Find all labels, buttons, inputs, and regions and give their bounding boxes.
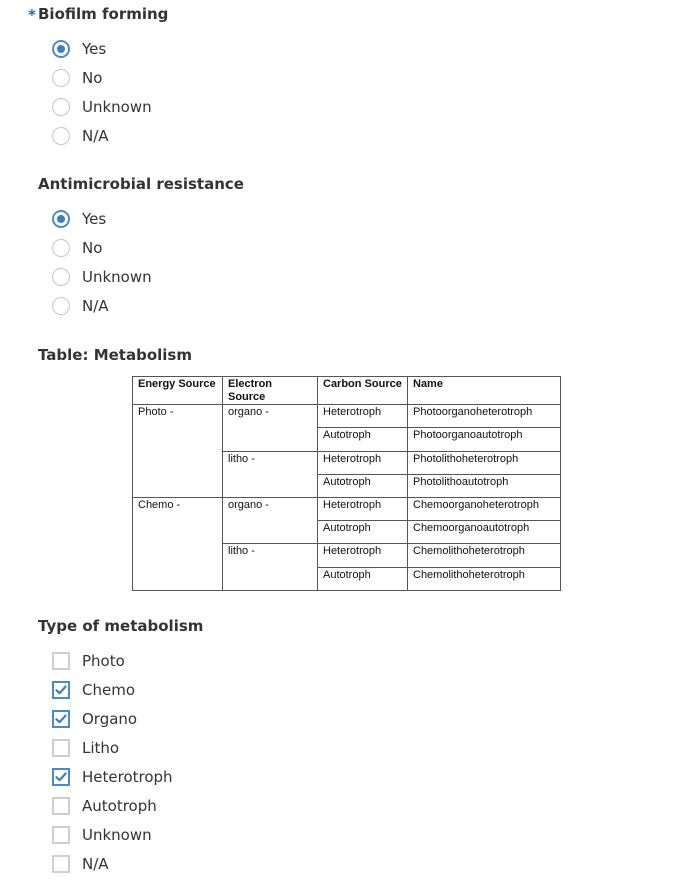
carbon-cell: Autotroph (318, 428, 408, 451)
option-label: Photo (82, 652, 125, 670)
required-marker: * (28, 6, 36, 24)
table-header-row (133, 377, 561, 405)
carbon-cell: Heterotroph (318, 451, 408, 474)
metabolism-option-litho[interactable] (52, 737, 119, 759)
name-cell: Photolithoheterotroph (408, 451, 561, 474)
option-label: Heterotroph (82, 768, 173, 786)
checkbox-icon[interactable] (52, 652, 70, 670)
biofilm-option-yes[interactable] (52, 38, 106, 60)
electron-cell: litho - (223, 544, 318, 591)
header-electron-source: Electron Source (223, 377, 318, 405)
header-carbon-source: Carbon Source (318, 377, 408, 405)
metabolism-option-unknown[interactable] (52, 824, 152, 846)
name-cell: Photoorganoautotroph (408, 428, 561, 451)
name-cell: Chemoorganoautotroph (408, 521, 561, 544)
option-label: N/A (82, 127, 109, 145)
biofilm-question-title: Biofilm forming (38, 5, 169, 23)
metabolism-table (132, 376, 561, 591)
option-label: No (82, 239, 103, 257)
carbon-cell: Autotroph (318, 567, 408, 590)
option-label: Organo (82, 710, 138, 728)
metabolism-option-chemo[interactable] (52, 679, 135, 701)
name-cell: Chemolithoheterotroph (408, 567, 561, 590)
option-label: N/A (82, 297, 109, 315)
name-cell: Photolithoautotroph (408, 474, 561, 497)
option-label: Chemo (82, 681, 135, 699)
antimicrobial-option-no[interactable] (52, 237, 102, 259)
metabolism-option-autotroph[interactable] (52, 795, 157, 817)
electron-cell: organo - (223, 498, 318, 544)
radio-selected-icon[interactable] (52, 40, 70, 58)
option-label: Unknown (82, 98, 152, 116)
radio-icon[interactable] (52, 127, 70, 145)
radio-icon[interactable] (52, 239, 70, 257)
antimicrobial-question-title: Antimicrobial resistance (38, 175, 244, 193)
carbon-cell: Heterotroph (318, 405, 408, 428)
electron-cell: litho - (223, 451, 318, 497)
option-label: Yes (82, 40, 107, 58)
radio-icon[interactable] (52, 297, 70, 315)
radio-icon[interactable] (52, 98, 70, 116)
header-name: Name (408, 377, 561, 405)
metabolism-option-organo[interactable] (52, 708, 137, 730)
biofilm-option-na[interactable] (52, 125, 109, 147)
radio-icon[interactable] (52, 69, 70, 87)
antimicrobial-option-unknown[interactable] (52, 266, 152, 288)
metabolism-option-heterotroph[interactable] (52, 766, 173, 788)
option-label: Litho (82, 739, 120, 757)
option-label: Yes (82, 210, 107, 228)
name-cell: Chemoorganoheterotroph (408, 498, 561, 521)
biofilm-option-no[interactable] (52, 67, 102, 89)
checkbox-icon[interactable] (52, 797, 70, 815)
metabolism-table-title: Table: Metabolism (38, 346, 192, 364)
checkbox-icon[interactable] (52, 739, 70, 757)
carbon-cell: Autotroph (318, 521, 408, 544)
energy-cell: Photo - (133, 405, 223, 498)
table-row (133, 405, 561, 428)
metabolism-option-photo[interactable] (52, 650, 125, 672)
antimicrobial-option-na[interactable] (52, 295, 109, 317)
checkbox-checked-icon[interactable] (52, 710, 70, 728)
option-label: Unknown (82, 268, 152, 286)
checkbox-checked-icon[interactable] (52, 681, 70, 699)
checkbox-icon[interactable] (52, 855, 70, 873)
option-label: Autotroph (82, 797, 157, 815)
checkbox-icon[interactable] (52, 826, 70, 844)
energy-cell: Chemo - (133, 498, 223, 591)
metabolism-type-question-title: Type of metabolism (38, 617, 204, 635)
name-cell: Photoorganoheterotroph (408, 405, 561, 428)
header-energy-source: Energy Source (133, 377, 223, 405)
metabolism-option-na[interactable] (52, 853, 109, 875)
option-label: Unknown (82, 826, 152, 844)
name-cell: Chemolithoheterotroph (408, 544, 561, 567)
carbon-cell: Heterotroph (318, 498, 408, 521)
radio-selected-icon[interactable] (52, 210, 70, 228)
antimicrobial-option-yes[interactable] (52, 208, 106, 230)
carbon-cell: Autotroph (318, 474, 408, 497)
checkbox-checked-icon[interactable] (52, 768, 70, 786)
carbon-cell: Heterotroph (318, 544, 408, 567)
biofilm-option-unknown[interactable] (52, 96, 152, 118)
option-label: No (82, 69, 103, 87)
option-label: N/A (82, 855, 109, 873)
electron-cell: organo - (223, 405, 318, 451)
table-row (133, 498, 561, 521)
radio-icon[interactable] (52, 268, 70, 286)
